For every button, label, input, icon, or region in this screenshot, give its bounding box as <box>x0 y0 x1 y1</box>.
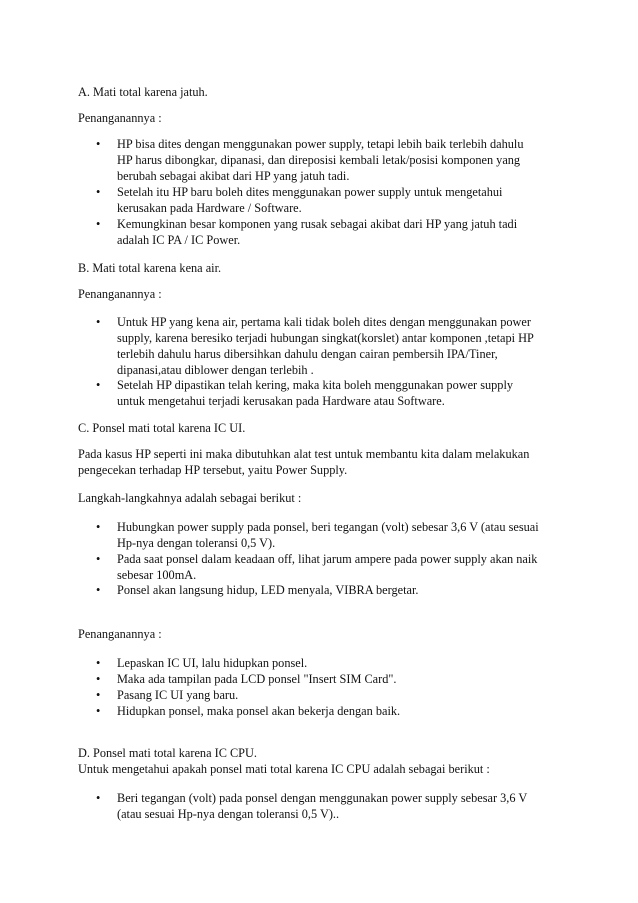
list-item: Pasang IC UI yang baru. <box>117 688 239 702</box>
section-a-handling-label: Penanganannya : <box>78 111 162 125</box>
bullet-icon: • <box>96 552 101 566</box>
section-c-intro: Pada kasus HP seperti ini maka dibutuhkan alat test untuk membantu kita dalam melakukan pengecekan terhadap HP tersebut, yaitu Power Supply. <box>78 447 530 477</box>
list-item: Kemungkinan besar komponen yang rusak sebagai akibat dari HP yang jatuh tadi adalah IC PA / IC Power. <box>117 217 518 247</box>
bullet-icon: • <box>96 656 101 670</box>
bullet-icon: • <box>96 688 101 702</box>
list-item: Setelah HP dipastikan telah kering, maka kita boleh menggunakan power supply untuk mengetahui terjadi kerusakan pada Hardware atau Software. <box>117 378 514 408</box>
bullet-icon: • <box>96 217 101 231</box>
section-b-heading: B. Mati total karena kena air. <box>78 261 222 275</box>
bullet-icon: • <box>96 520 101 534</box>
list-item: Hidupkan ponsel, maka ponsel akan bekerja dengan baik. <box>117 704 401 718</box>
list-item: Setelah itu HP baru boleh dites menggunakan power supply untuk mengetahui kerusakan pada Hardware / Software. <box>117 185 503 215</box>
bullet-icon: • <box>96 672 101 686</box>
list-item: Pada saat ponsel dalam keadaan off, lihat jarum ampere pada power supply akan naik sebesar 100mA. <box>117 552 538 582</box>
section-c-heading: C. Ponsel mati total karena IC UI. <box>78 421 246 435</box>
section-b-handling-label: Penanganannya : <box>78 287 162 301</box>
bullet-icon: • <box>96 137 101 151</box>
bullet-icon: • <box>96 185 101 199</box>
list-item: Maka ada tampilan pada LCD ponsel "Insert SIM Card". <box>117 672 397 686</box>
list-item: HP bisa dites dengan menggunakan power supply, tetapi lebih baik terlebih dahulu HP harus dibongkar, dipanasi, dan direposisi kembali letak/posisi komponen yang berubah sebagai akibat dari HP yang jatuh tadi. <box>117 137 524 183</box>
list-item: Hubungkan power supply pada ponsel, beri tegangan (volt) sebesar 3,6 V (atau sesuai Hp-nya dengan toleransi 0,5 V). <box>117 520 539 550</box>
section-d-heading: D. Ponsel mati total karena IC CPU. <box>78 746 257 760</box>
list-item: Lepaskan IC UI, lalu hidupkan ponsel. <box>117 656 308 670</box>
section-d-intro: Untuk mengetahui apakah ponsel mati total karena IC CPU adalah sebagai berikut : <box>78 762 490 776</box>
bullet-icon: • <box>96 704 101 718</box>
bullet-icon: • <box>96 791 101 805</box>
section-c-handling-label: Penanganannya : <box>78 627 162 641</box>
section-c-steps-label: Langkah-langkahnya adalah sebagai berikut : <box>78 491 302 505</box>
bullet-icon: • <box>96 583 101 597</box>
list-item: Beri tegangan (volt) pada ponsel dengan menggunakan power supply sebesar 3,6 V (atau sesuai Hp-nya dengan toleransi 0,5 V).. <box>117 791 528 821</box>
bullet-icon: • <box>96 315 101 329</box>
bullet-icon: • <box>96 378 101 392</box>
section-a-heading: A. Mati total karena jatuh. <box>78 85 208 99</box>
list-item: Ponsel akan langsung hidup, LED menyala, VIBRA bergetar. <box>117 583 419 597</box>
list-item: Untuk HP yang kena air, pertama kali tidak boleh dites dengan menggunakan power supply, karena beresiko terjadi hubungan singkat(korslet) antar komponen ,tetapi HP terlebih dahulu harus dibersihkan dahulu dengan cairan pembersih IPA/Tiner, dipanasi,atau diblower dengan terlebih . <box>117 315 534 377</box>
